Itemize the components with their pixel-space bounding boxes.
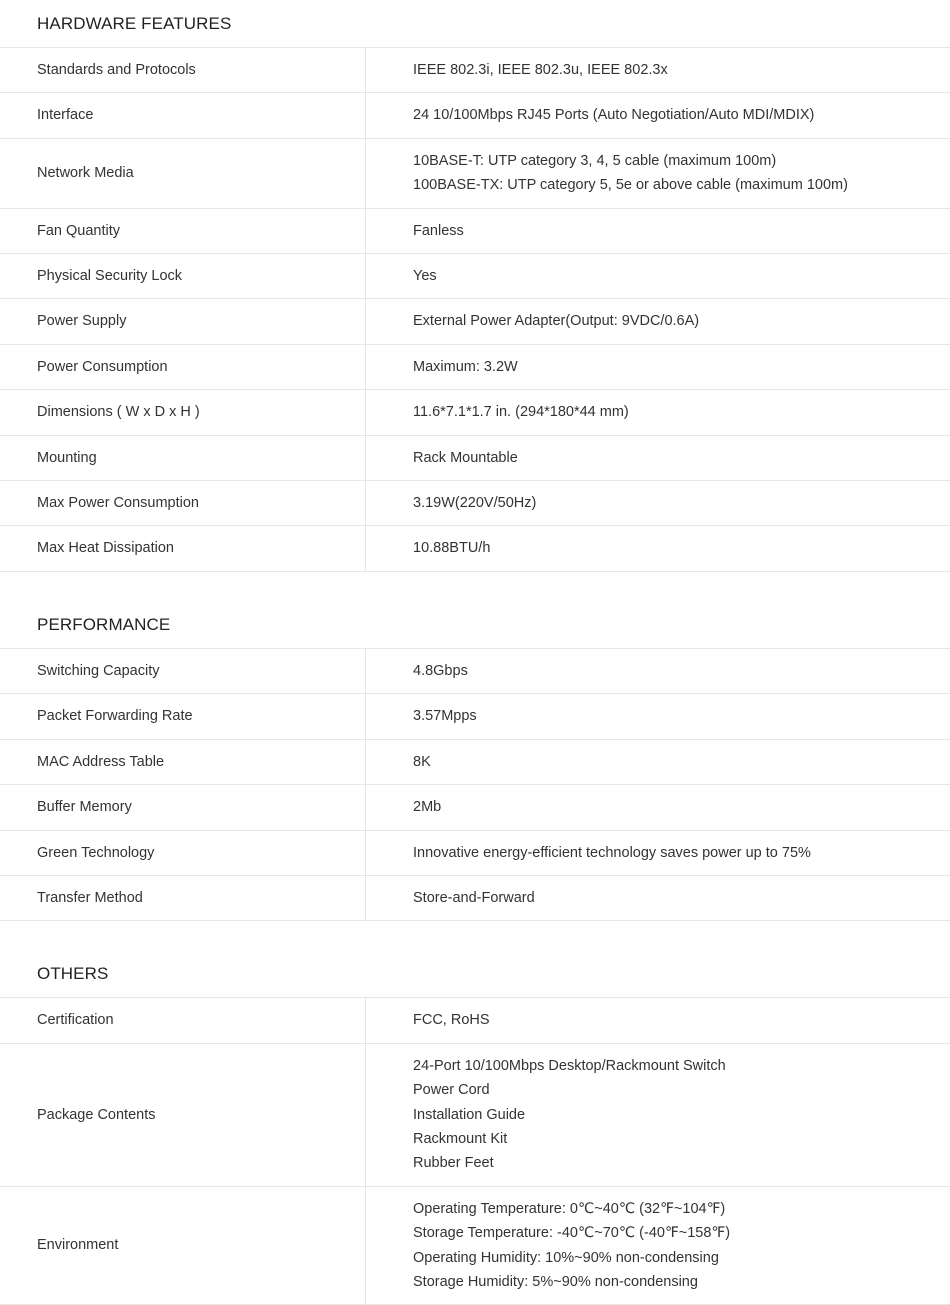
spec-row (0, 876, 950, 921)
spec-value (366, 876, 950, 920)
spec-row (0, 1044, 950, 1187)
spec-value (366, 785, 950, 829)
spec-row (0, 390, 950, 435)
spec-value (366, 436, 950, 480)
spec-label: Packet Forwarding Rate (0, 694, 366, 738)
spec-label: Network Media (0, 139, 366, 208)
spec-label: Power Supply (0, 299, 366, 343)
spec-value (366, 694, 950, 738)
spec-value-line: 11.6*7.1*1.7 in. (294*180*44 mm) (413, 404, 629, 421)
spec-label: MAC Address Table (0, 740, 366, 784)
spec-value-line: 8K (413, 753, 431, 770)
spec-value (366, 345, 950, 389)
spec-value (366, 998, 950, 1042)
spec-row (0, 345, 950, 390)
spec-value (366, 1187, 950, 1305)
spec-value-line: Rubber Feet (413, 1155, 494, 1172)
section-title: PERFORMANCE (37, 614, 171, 634)
spec-value (366, 299, 950, 343)
spec-value-line: External Power Adapter(Output: 9VDC/0.6A) (413, 313, 700, 330)
spec-row (0, 93, 950, 138)
spec-value (366, 48, 950, 92)
spec-label: Interface (0, 93, 366, 137)
spec-value-line: Storage Humidity: 5%~90% non-condensing (413, 1273, 698, 1290)
spec-table (0, 47, 950, 572)
spec-row (0, 694, 950, 739)
spec-label: Max Power Consumption (0, 481, 366, 525)
spec-row (0, 998, 950, 1043)
spec-row (0, 649, 950, 694)
spec-value-line: Operating Temperature: 0℃~40℃ (32℉~104℉) (413, 1200, 726, 1217)
spec-value-line: 24-Port 10/100Mbps Desktop/Rackmount Switch (413, 1057, 726, 1074)
spec-section (0, 950, 950, 1305)
spec-label: Transfer Method (0, 876, 366, 920)
spec-value-line: Power Cord (413, 1082, 490, 1099)
spec-row (0, 254, 950, 299)
section-title: OTHERS (37, 964, 109, 984)
spec-label: Switching Capacity (0, 649, 366, 693)
spec-value-line: Innovative energy-efficient technology saves power up to 75% (413, 844, 811, 861)
spec-value (366, 831, 950, 875)
spec-value-line: 10BASE-T: UTP category 3, 4, 5 cable (maximum 100m) (413, 152, 777, 169)
spec-label: Dimensions ( W x D x H ) (0, 390, 366, 434)
spec-row (0, 48, 950, 93)
spec-row (0, 139, 950, 209)
spec-value-line: Rack Mountable (413, 449, 518, 466)
spec-value-line: IEEE 802.3i, IEEE 802.3u, IEEE 802.3x (413, 62, 668, 78)
spec-label: Power Consumption (0, 345, 366, 389)
spec-label: Mounting (0, 436, 366, 480)
spec-row (0, 1187, 950, 1305)
spec-value-line: 2Mb (413, 799, 442, 816)
spec-label: Environment (0, 1187, 366, 1305)
spec-value (366, 1044, 950, 1186)
spec-row (0, 785, 950, 830)
spec-value-line: 10.88BTU/h (413, 540, 491, 557)
spec-value (366, 93, 950, 137)
spec-value-line: 24 10/100Mbps RJ45 Ports (Auto Negotiation/Auto MDI/MDIX) (413, 107, 815, 124)
spec-value-line: Fanless (413, 222, 464, 239)
spec-value (366, 209, 950, 253)
spec-value (366, 254, 950, 298)
spec-value (366, 740, 950, 784)
spec-value (366, 139, 950, 208)
spec-row (0, 740, 950, 785)
spec-label: Standards and Protocols (0, 48, 366, 92)
spec-value (366, 481, 950, 525)
spec-label: Physical Security Lock (0, 254, 366, 298)
spec-value-line: Installation Guide (413, 1106, 526, 1123)
section-spacer (0, 572, 950, 601)
spec-value-line: Storage Temperature: -40℃~70℃ (-40℉~158℉) (413, 1225, 731, 1242)
section-title: HARDWARE FEATURES (37, 14, 232, 33)
spec-value-line: 3.57Mpps (413, 708, 477, 725)
spec-row (0, 831, 950, 876)
spec-label: Fan Quantity (0, 209, 366, 253)
section-spacer (0, 921, 950, 950)
spec-value-line: 100BASE-TX: UTP category 5, 5e or above cable (maximum 100m) (413, 177, 848, 194)
spec-label: Max Heat Dissipation (0, 526, 366, 570)
spec-value-line: 4.8Gbps (413, 662, 468, 679)
spec-value-line: Maximum: 3.2W (413, 358, 518, 375)
spec-label: Certification (0, 998, 366, 1042)
spec-value (366, 649, 950, 693)
spec-value-line: Rackmount Kit (413, 1130, 508, 1147)
spec-value-line: 3.19W(220V/50Hz) (413, 495, 537, 512)
spec-row (0, 299, 950, 344)
spec-label: Green Technology (0, 831, 366, 875)
spec-label: Buffer Memory (0, 785, 366, 829)
spec-value-line: Store-and-Forward (413, 889, 535, 906)
spec-section (0, 601, 950, 921)
spec-label: Package Contents (0, 1044, 366, 1186)
spec-table (0, 997, 950, 1305)
spec-value-line: FCC, RoHS (413, 1012, 490, 1029)
spec-value (366, 390, 950, 434)
spec-row (0, 526, 950, 571)
spec-value (366, 526, 950, 570)
spec-value-line: Operating Humidity: 10%~90% non-condensing (413, 1249, 719, 1266)
spec-section (0, 0, 950, 572)
spec-row (0, 209, 950, 254)
spec-value-line: Yes (413, 268, 437, 285)
spec-row (0, 436, 950, 481)
spec-table (0, 648, 950, 921)
spec-row (0, 481, 950, 526)
